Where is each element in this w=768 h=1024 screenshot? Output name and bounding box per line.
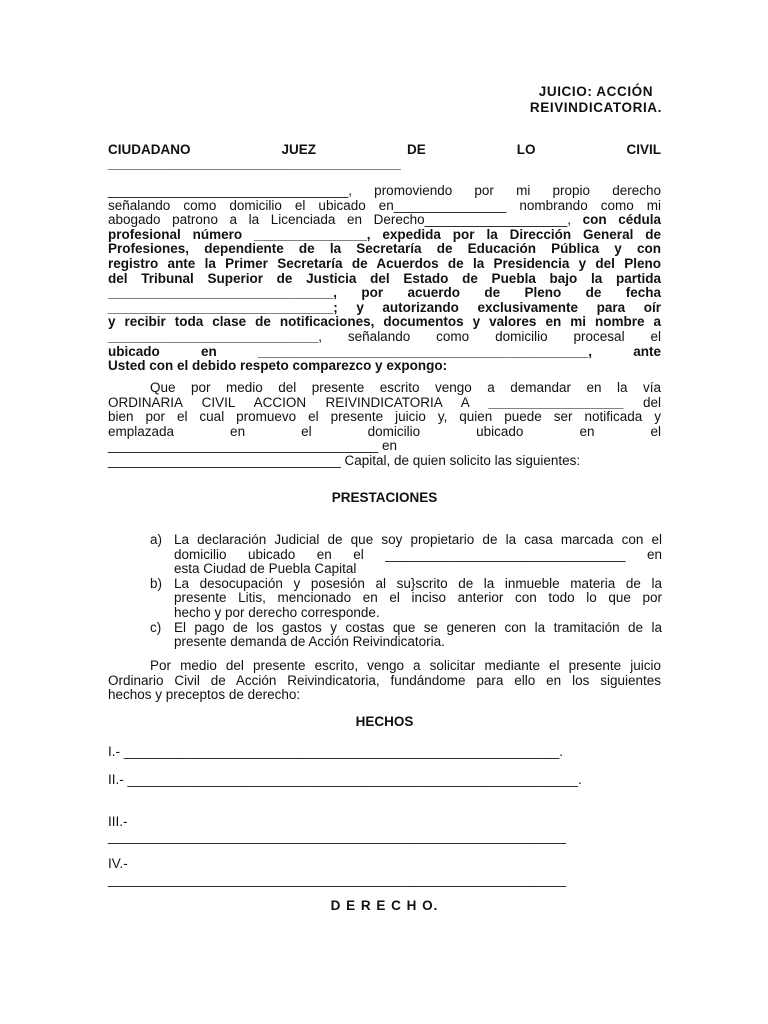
- text-line: registro ante la Primer Secretaría de Acuerdos de la Presidencia y del Pleno: [108, 255, 661, 271]
- intro-paragraph: [108, 184, 661, 374]
- text-line: ______________________________, por acuerdo de Pleno de fecha: [108, 285, 661, 301]
- fact-line-2: II.- ____________________________________________________________.: [108, 772, 582, 787]
- addressee: [108, 142, 661, 172]
- text-line: La declaración Judicial de que soy propietario de la casa marcada con el: [174, 532, 662, 547]
- fact-line-1: I.- __________________________________________________________.: [108, 744, 563, 759]
- text-span: , señalando como domicilio procesal el: [318, 328, 661, 344]
- text-line: domicilio ubicado en el ________________________________ en: [174, 546, 662, 562]
- text-line: profesional número _______________, expedida por la Dirección General de: [108, 226, 661, 242]
- addressee-word: LO: [516, 142, 536, 157]
- list-item-text: [174, 621, 662, 650]
- list-marker: c): [150, 619, 162, 635]
- text-line: La desocupación y posesión al su}scrito de la inmueble materia de la: [174, 575, 662, 591]
- text-line: [108, 330, 661, 345]
- text-line: [108, 213, 661, 228]
- text-line: señalando como domicilio el ubicado en_______________ nombrando como mi: [108, 197, 661, 213]
- text-span: ORDINARIA CIVIL ACCION REIVINDICATORIA A: [108, 394, 489, 410]
- addressee-word: CIUDADANO: [108, 142, 191, 157]
- text-line: Usted con el debido respeto comparezco y expongo:: [108, 358, 448, 374]
- list-item: [150, 621, 662, 650]
- text-line: presente Litis, mencionado en el inciso anterior con todo lo que por: [174, 590, 662, 606]
- text-line: y recibir toda clase de notificaciones, documentos y valores en mi nombre a: [108, 314, 661, 330]
- fact-line-3: _____________________________________________________________: [108, 829, 566, 844]
- text-line: [108, 396, 661, 411]
- text-span-bold: ____________________________: [108, 328, 319, 344]
- addressee-word: JUEZ: [281, 142, 316, 157]
- title-line-2: REIVINDICATORIA.: [529, 100, 662, 115]
- list-marker: b): [150, 575, 163, 591]
- fact-line-4: _____________________________________________________________: [108, 872, 566, 887]
- text-line: hechos y preceptos de derecho:: [108, 687, 301, 703]
- addressee-word: DE: [406, 142, 426, 157]
- text-line: Ordinario Civil de Acción Reivindicatoria, fundándome para ello en los siguientes: [108, 672, 661, 688]
- text-line: Por medio del presente escrito, vengo a solicitar mediante el presente juicio: [150, 658, 661, 673]
- list-marker: a): [150, 532, 163, 547]
- hechos-heading: HECHOS: [355, 714, 414, 729]
- text-span-bold: con cédula: [582, 212, 661, 228]
- title-line-1: JUICIO: ACCIÓN: [538, 84, 654, 99]
- list-item: [150, 577, 662, 621]
- request-paragraph: [108, 659, 661, 703]
- text-span: abogado patrono a la Licenciada en Derecho___________________,: [108, 212, 583, 228]
- text-line: ______________________________; y autorizando exclusivamente para oír: [108, 299, 661, 315]
- text-line: Profesiones, dependiente de la Secretaría de Educación Pública y con: [108, 241, 661, 257]
- list-item: [150, 533, 662, 577]
- prestaciones-list: [150, 533, 662, 650]
- fact-label-3: III.-: [108, 814, 128, 829]
- text-line: hecho y por derecho corresponde.: [174, 604, 380, 620]
- text-line: ____________________________________ en: [108, 438, 398, 454]
- text-line: ubicado en ____________________________________________, ante: [108, 343, 661, 359]
- text-span: del: [623, 394, 661, 410]
- text-line: del Tribunal Superior de Justicia del Estado de Puebla bajo la partida: [108, 270, 661, 286]
- text-line: presente demanda de Acción Reivindicatoria.: [174, 634, 445, 650]
- text-line: esta Ciudad de Puebla Capital: [174, 561, 357, 577]
- text-line: emplazada en el domicilio ubicado en el: [108, 423, 661, 439]
- text-line: bien por el cual promuevo el presente juicio y, quien puede ser notificada y: [108, 409, 661, 425]
- text-line: ________________________________, promoviendo por mi propio derecho: [108, 183, 661, 198]
- list-item-text: [174, 577, 662, 621]
- text-span-bold: __________________: [488, 394, 624, 410]
- text-line: Que por medio del presente escrito vengo a demandar en la vía: [150, 380, 661, 395]
- text-line: El pago de los gastos y costas que se generen con la tramitación de la: [174, 619, 662, 635]
- fact-label-4: IV.-: [108, 856, 128, 871]
- prestaciones-heading: PRESTACIONES: [331, 490, 438, 505]
- demand-paragraph: [108, 381, 661, 469]
- addressee-word: CIVIL: [626, 142, 661, 157]
- document-title: [530, 84, 662, 116]
- list-item-text: [174, 533, 662, 577]
- addressee-blank-line: _______________________________________: [108, 156, 401, 171]
- derecho-heading: D E R E C H O.: [330, 898, 439, 913]
- text-line: _______________________________ Capital, de quien solicito las siguientes:: [108, 452, 581, 468]
